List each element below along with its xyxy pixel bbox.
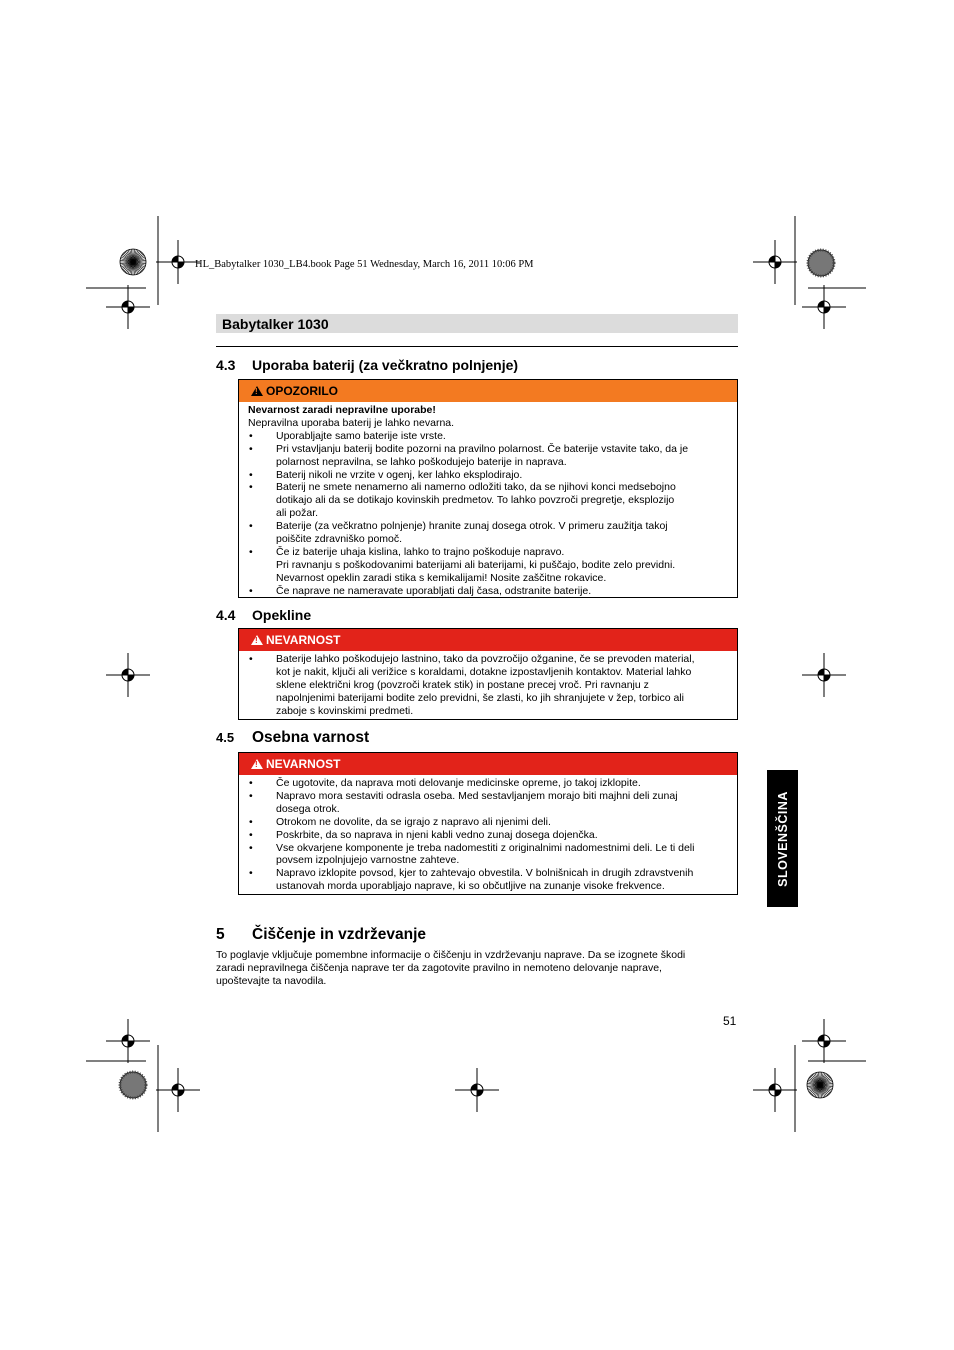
- bullet-line: • Vse okvarjene komponente je treba nadomestiti z originalnimi nadomestnimi deli. Le ti deli: [276, 841, 695, 854]
- warning-triangle-icon: [251, 635, 263, 645]
- bullet-line: zaboje s kovinskimi predmeti.: [276, 704, 414, 717]
- bullet-item: [248, 816, 727, 829]
- bullet-line: ustanovah morda uporabljajo naprave, ki so občutljive na zunanje visoke frekvence.: [276, 880, 665, 893]
- danger-list: [248, 653, 727, 718]
- paragraph-line: zaradi nepravilnega čiščenja naprave ter da zagotovite pravilno in nemoteno delovanje naprave,: [216, 961, 662, 974]
- warning-triangle-icon: [251, 759, 263, 769]
- bullet-line: polarnost nepravilna, se lahko poškodujejo baterije in naprava.: [276, 455, 567, 468]
- warning-label: OPOZORILO: [266, 384, 338, 398]
- bullet-line: sklene električni krog (povzroči kratek stik) in postane precej vroč. Pri ravnanju z: [276, 678, 649, 691]
- section-number: 4.4: [216, 607, 236, 623]
- warning-intro: Nepravilna uporaba baterij je lahko nevarna.: [248, 416, 455, 429]
- registration-mark: [106, 653, 150, 697]
- running-header-title: Babytalker 1030: [222, 316, 329, 332]
- bullet-item: [248, 469, 727, 482]
- bullet-line: • Napravo izklopite povsod, kjer to zahtevajo obvestila. V bolnišnicah in drugih zdravstvenih: [276, 867, 694, 880]
- bullet-line: • Uporabljajte samo baterije iste vrste.: [276, 429, 446, 442]
- bullet-item: [248, 790, 727, 816]
- warning-box: [238, 379, 738, 598]
- section-title: Uporaba baterij (za večkratno polnjenje): [252, 357, 519, 373]
- bullet-item: [248, 653, 727, 718]
- chapter-title: Čiščenje in vzdrževanje: [252, 926, 427, 943]
- warning-intro-bold: Nevarnost zaradi nepravilne uporabe!: [248, 404, 436, 416]
- bullet-line: • Otrokom ne dovolite, da se igrajo z napravo ali njenimi deli.: [276, 815, 551, 828]
- danger-box: [238, 752, 738, 895]
- bullet-line: • Baterije (za večkratno polnjenje) hranite zunaj dosega otrok. V primeru zaužitja takoj: [276, 520, 668, 533]
- warning-body: [239, 402, 737, 602]
- registration-mark: [802, 285, 846, 329]
- bullet-line: povsem izpolnjujejo varnostne zahteve.: [276, 854, 460, 867]
- chapter-paragraph: [216, 949, 741, 988]
- danger-list: [248, 777, 727, 893]
- registration-mark: [753, 240, 797, 284]
- bullet-line: • Če ugotovite, da naprava moti delovanje medicinske opreme, jo takoj izklopite.: [276, 777, 641, 789]
- bullet-item: [248, 867, 727, 893]
- warning-header: [239, 380, 737, 402]
- running-header: [216, 314, 738, 333]
- bullet-item: [248, 443, 727, 469]
- starburst-mark: [807, 1072, 833, 1098]
- page-number: 51: [723, 1014, 737, 1028]
- paragraph-line: upoštevajte ta navodila.: [216, 974, 327, 987]
- registration-mark: [156, 240, 200, 284]
- registration-mark: [802, 653, 846, 697]
- section-number: 4.5: [216, 730, 235, 745]
- bullet-line: • Poskrbite, da so naprava in njeni kabli vedno zunaj dosega dojenčka.: [276, 828, 598, 841]
- gray-dot-mark: [808, 250, 834, 276]
- bullet-line: Nevarnost opeklin zaradi stika s kemikalijami! Nosite zaščitne rokavice.: [276, 571, 607, 584]
- bullet-line: • Če iz baterije uhaja kislina, lahko to trajno poškoduje napravo.: [276, 545, 565, 558]
- registration-mark: [455, 1068, 499, 1112]
- bullet-line: dotikajo ali da se dotikajo kovinskih predmetov. To lahko povzroči pregretje, eksplozijo: [276, 494, 675, 507]
- bullet-line: Pri ravnanju s poškodovanimi baterijami ali baterijami, ki puščajo, bodite zelo previdni.: [276, 558, 676, 571]
- bullet-line: • Če naprave ne nameravate uporabljati dalj časa, odstranite baterije.: [276, 584, 592, 597]
- registration-mark: [106, 285, 150, 329]
- bullet-line: napolnjenimi baterijami bodite zelo previdni, še zlasti, ko jih shranjujete v žep, torbico ali: [276, 691, 684, 704]
- danger-body: [239, 651, 737, 722]
- section-heading: [216, 607, 311, 623]
- bullet-line: • Baterije lahko poškodujejo lastnino, tako da povzročijo ožganine, če se prevoden material,: [276, 653, 695, 665]
- section-heading: [216, 729, 369, 747]
- bullet-item: [248, 546, 727, 585]
- bullet-item: [248, 829, 727, 842]
- danger-body: [239, 775, 737, 897]
- bullet-item: [248, 481, 727, 520]
- bullet-line: • Baterij nikoli ne vrzite v ogenj, ker lahko eksplodirajo.: [276, 468, 523, 481]
- bullet-line: • Pri vstavljanju baterij bodite pozorni na pravilno polarnost. Če baterije vstavite tako, da je: [276, 442, 689, 455]
- file-header: HL_Babytalker 1030_LB4.book Page 51 Wednesday, March 16, 2011 10:06 PM: [195, 259, 534, 270]
- header-divider: [216, 346, 738, 347]
- language-tab-label: SLOVENŠČINA: [775, 790, 790, 887]
- language-tab: [767, 770, 798, 907]
- section-heading: [216, 357, 518, 373]
- gray-dot-mark: [120, 1072, 146, 1098]
- danger-label: NEVARNOST: [266, 757, 341, 771]
- bullet-line: poiščite zdravniško pomoč.: [276, 533, 403, 546]
- section-title: Osebna varnost: [252, 729, 370, 746]
- chapter-number: 5: [216, 926, 225, 943]
- chapter-heading: [216, 926, 426, 944]
- bullet-item: [248, 430, 727, 443]
- section-number: 4.3: [216, 357, 236, 373]
- danger-header: [239, 753, 737, 775]
- registration-mark: [753, 1068, 797, 1112]
- bullet-line: dosega otrok.: [276, 802, 340, 815]
- registration-mark: [106, 1019, 150, 1063]
- bullet-item: [248, 842, 727, 868]
- bullet-item: [248, 585, 727, 598]
- registration-mark: [156, 1068, 200, 1112]
- starburst-mark: [120, 249, 146, 275]
- bullet-line: • Napravo mora sestaviti odrasla oseba. Med sestavljanjem morajo biti majhni deli zunaj: [276, 789, 678, 802]
- bullet-line: ali požar.: [276, 507, 319, 520]
- paragraph-line: To poglavje vključuje pomembne informacije o čiščenju in vzdrževanju naprave. Da se izognete škodi: [216, 949, 686, 961]
- bullet-item: [248, 777, 727, 790]
- section-title: Opekline: [252, 607, 312, 623]
- danger-label: NEVARNOST: [266, 633, 341, 647]
- danger-header: [239, 629, 737, 651]
- bullet-item: [248, 520, 727, 546]
- bullet-line: • Baterij ne smete nenamerno ali namerno odložiti tako, da se njihovi konci medsebojno: [276, 481, 676, 494]
- danger-box: [238, 628, 738, 720]
- bullet-line: kot je nakit, ključi ali verižice s koraldami, dotakne izpostavljenih kontaktov. Material lahko: [276, 665, 692, 678]
- registration-mark: [802, 1019, 846, 1063]
- warning-triangle-icon: [251, 386, 263, 396]
- warning-list: [248, 430, 727, 598]
